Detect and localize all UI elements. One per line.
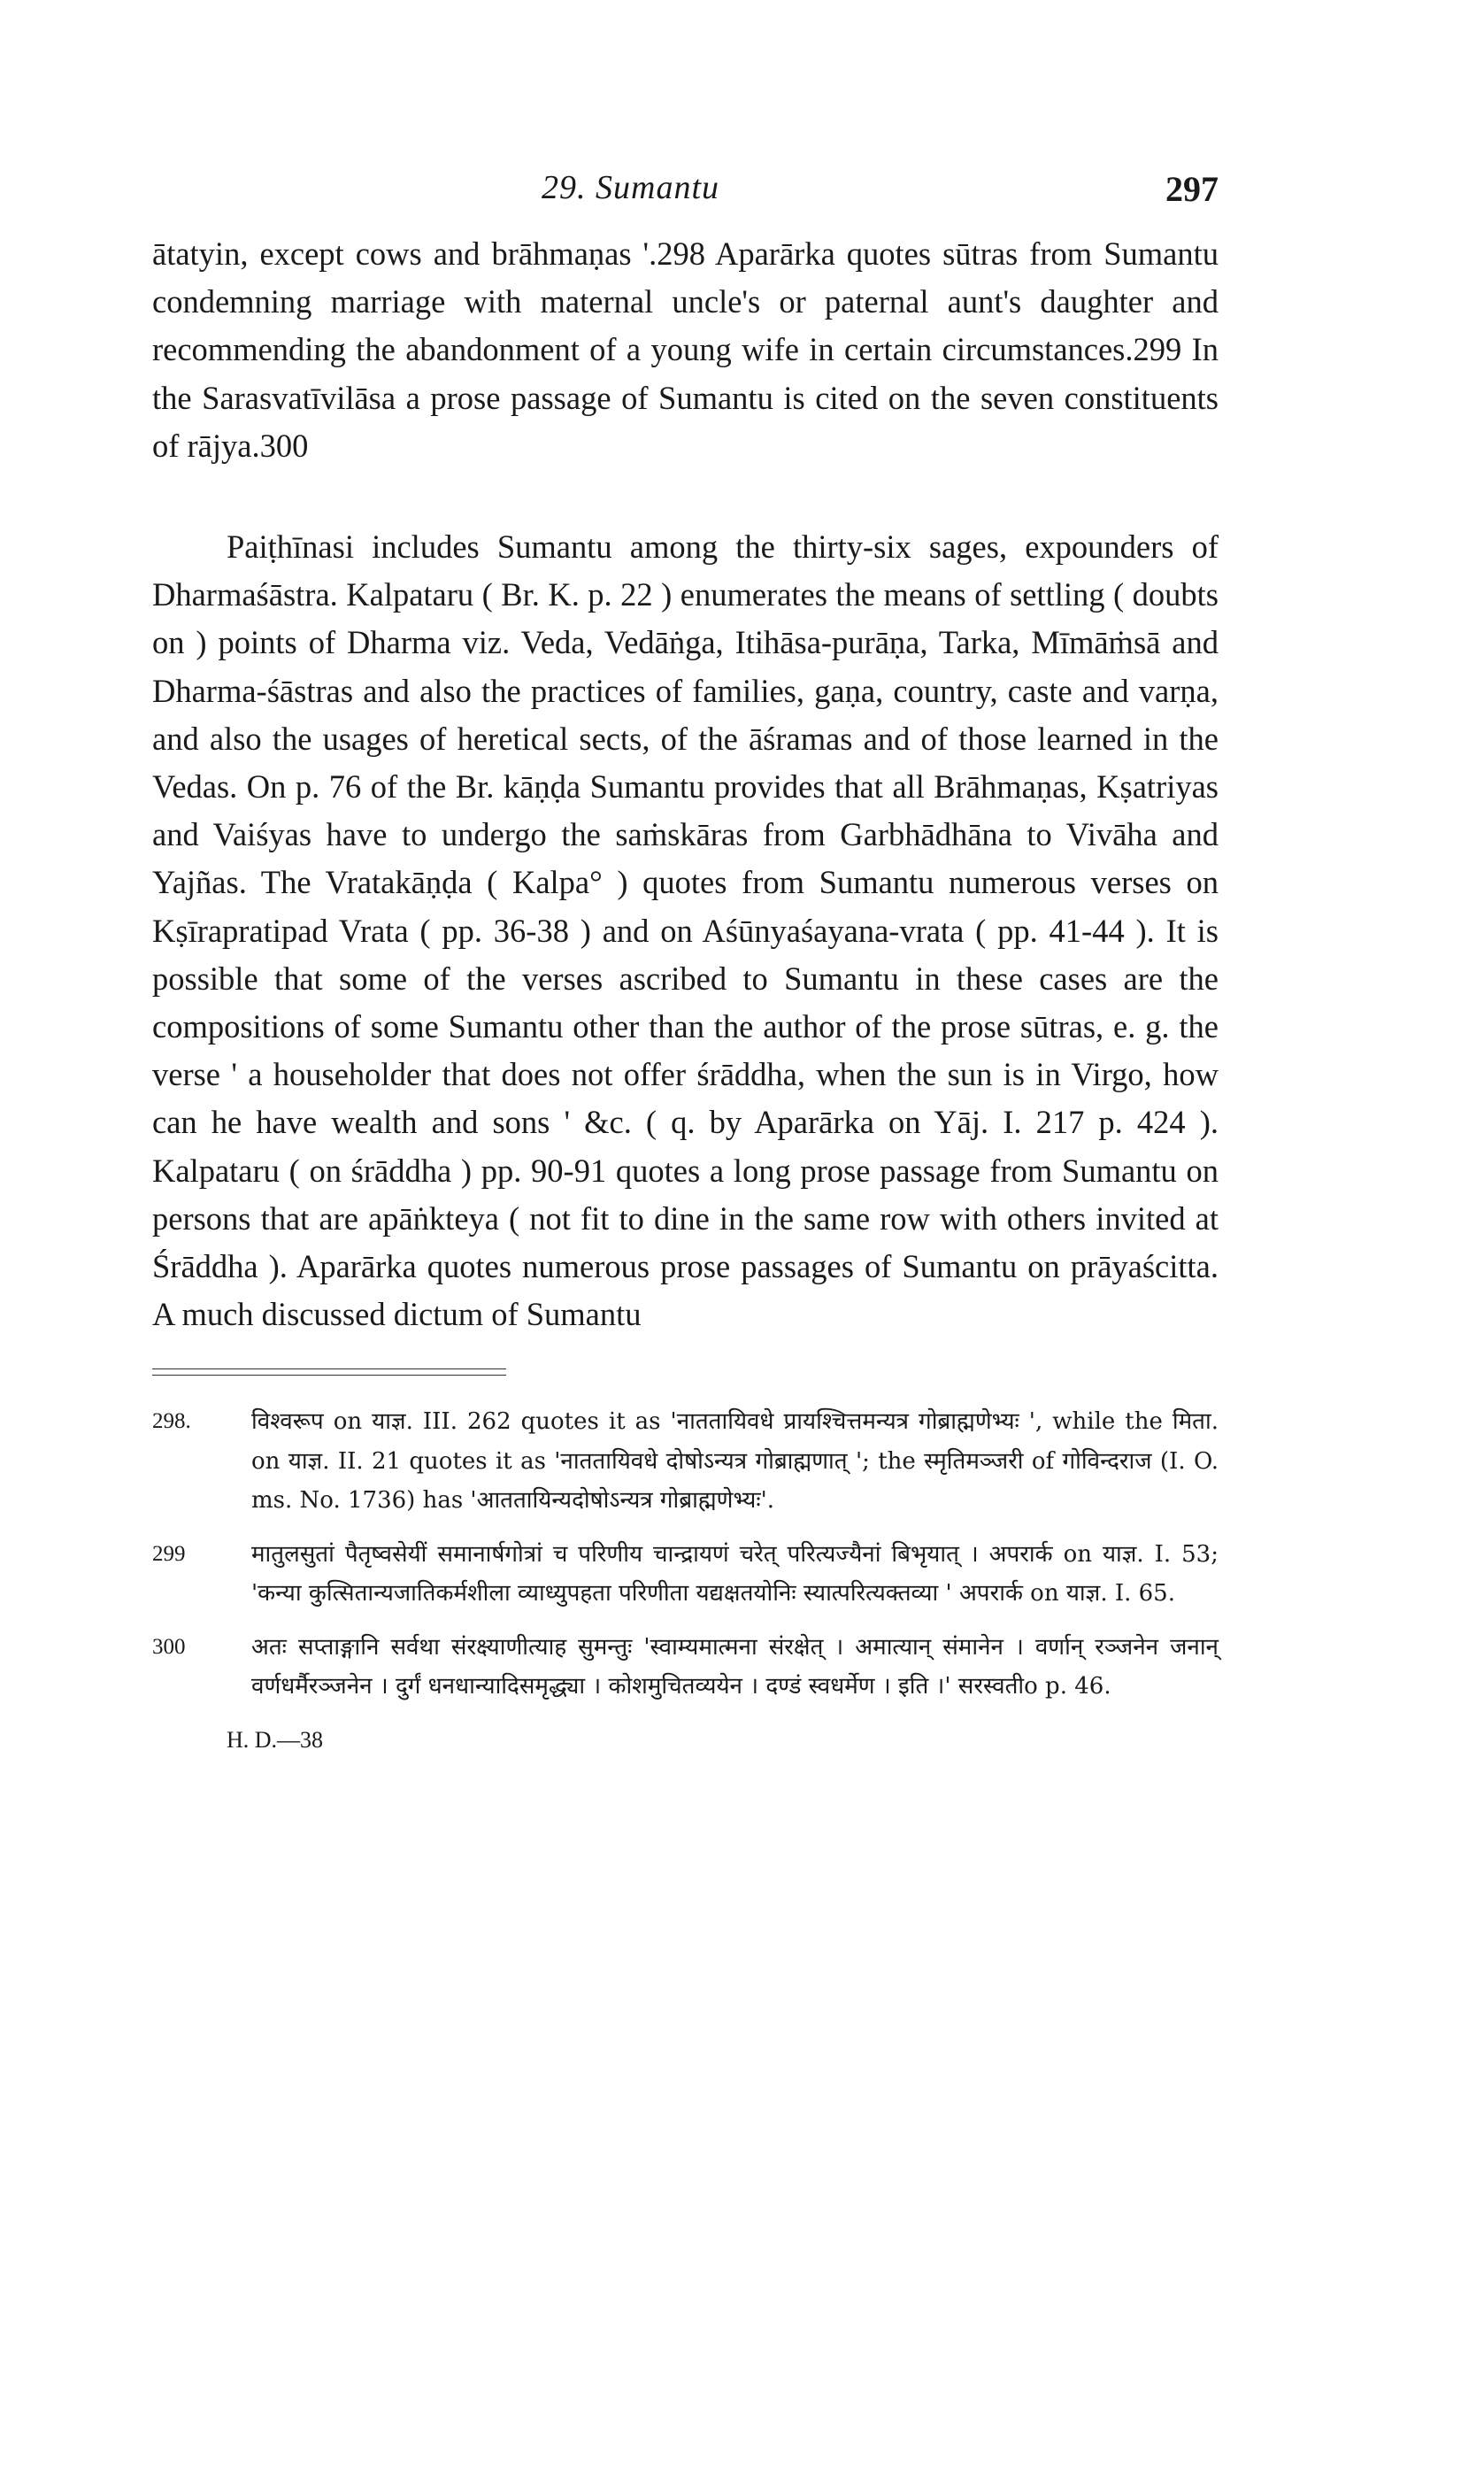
page-number: 297 [1165, 169, 1219, 209]
body-text [152, 230, 1219, 1338]
footnote [152, 1628, 1219, 1707]
chapter-title: 29. Sumantu [542, 169, 719, 206]
footnote-number: 299 [152, 1541, 186, 1566]
paragraph: Paiṭhīnasi includes Sumantu among the thirty-six sages, expounders of Dharmaśāstra. Kalpataru ( Br. K. p. 22 ) enumerates the means of settling ( doubts on ) points of Dharma viz. Veda, Vedāṅga, Itihāsa-purāṇa, Tarka, Mīmāṁsā and Dharma-śāstras and also the practices of families, gaṇa, country, caste and varṇa, and also the usages of heretical sects, of the āśramas and of those learned in the Vedas. On p. 76 of the Br. kāṇḍa Sumantu provides that all Brāhmaṇas, Kṣatriyas and Vaiśyas have to undergo the saṁskāras from Garbhādhāna to Vivāha and Yajñas. The Vratakāṇḍa ( Kalpa° ) quotes from Sumantu numerous verses on Kṣīrapratipad Vrata ( pp. 36-38 ) and on Aśūnyaśayana-vrata ( pp. 41-44 ). It is possible that some of the verses ascribed to Sumantu in these cases are the compositions of some Sumantu other than the author of the prose sūtras, e. g. the verse ' a householder that does not offer śrāddha, when the sun is in Virgo, how can he have wealth and sons ' &c. ( q. by Aparārka on Yāj. I. 217 p. 424 ). Kalpataru ( on śrāddha ) pp. 90-91 quotes a long prose passage from Sumantu on persons that are apāṅkteya ( not fit to dine in the same row with others invited at Śrāddha ). Aparārka quotes numerous prose passages of Sumantu on prāyaścitta. A much discussed dictum of Sumantu [152, 528, 1219, 1333]
footnote-number: 300 [152, 1634, 186, 1659]
signature-mark: H. D.—38 [227, 1726, 324, 1753]
footnote-divider [152, 1368, 506, 1376]
footnote [152, 1402, 1219, 1521]
footnote-text: अतः सप्ताङ्गानि सर्वथा संरक्ष्याणीत्याह सुमन्तुः 'स्वाम्यमात्मना संरक्षेत् । अमात्यान् संमानेन । वर्णान् रञ्जनेन जनान् वर्णधर्मैरञ्जनेन । दुर्गं धनधान्यादिसमृद्ध्या । कोशमुचितव्ययेन । दण्डं स्वधर्मेण । इति ।' सरस्वतीo p. 46. [251, 1633, 1219, 1700]
book-page [152, 168, 1219, 1760]
footnote-text: विश्वरूप on याज्ञ. III. 262 quotes it as 'नाततायिवधे प्रायश्चित्तमन्यत्र गोब्राह्मणेभ्यः ', while the मिता. on याज्ञ. II. 21 quotes it as 'नाततायिवधे दोषोऽन्यत्र गोब्राह्मणात् '; the स्मृतिमञ्जरी of गोविन्दराज (I. O. ms. No. 1736) has 'आततायिन्यदोषोऽन्यत्र गोब्राह्मणेभ्यः'. [251, 1408, 1219, 1515]
footnote [152, 1535, 1219, 1614]
footnote-number: 298. [152, 1409, 191, 1434]
paragraph: ātatyin, except cows and brāhmaṇas '.298 Aparārka quotes sūtras from Sumantu condemning marriage with maternal uncle's or paternal aunt's daughter and recommending the abandonment of a young wife in certain circumstances.299 In the Sarasvatīvilāsa a prose passage of Sumantu is cited on the seven constituents of rājya.300 [152, 235, 1219, 464]
running-header [152, 168, 1219, 221]
footnotes [152, 1402, 1219, 1760]
footnote-text: मातुलसुतां पैतृष्वसेयीं समानार्षगोत्रां च परिणीय चान्द्रायणं चरेत् परित्यज्यैनां बिभृयात् । अपरार्क on याज्ञ. I. 53; 'कन्या कुत्सितान्यजातिकर्मशीला व्याध्युपहता परिणीता यद्यक्षतयोनिः स्यात्परित्यक्तव्या ' अपरार्क on याज्ञ. I. 65. [251, 1540, 1219, 1607]
